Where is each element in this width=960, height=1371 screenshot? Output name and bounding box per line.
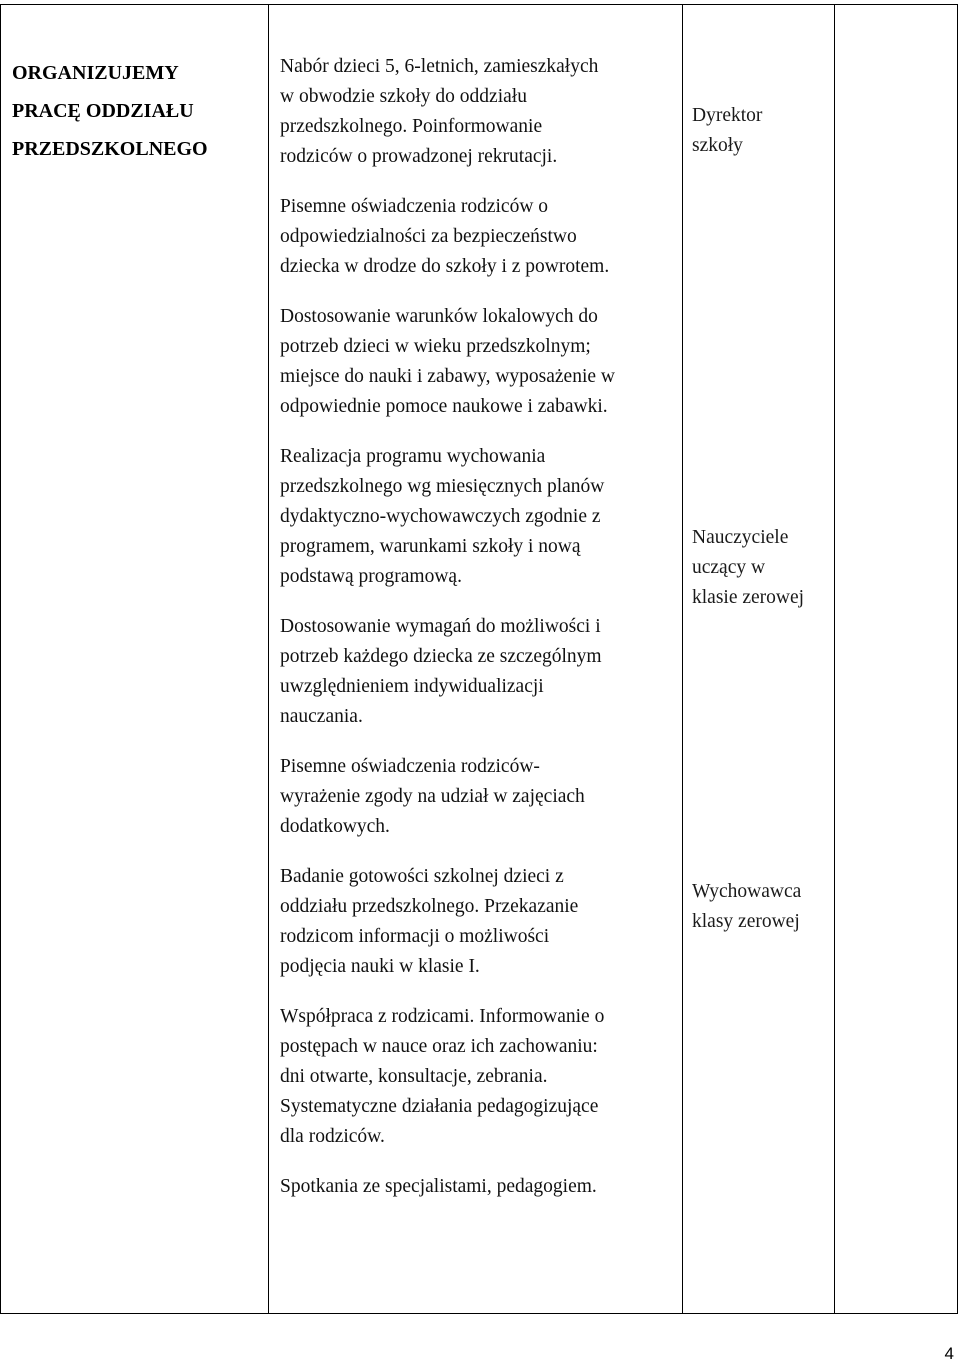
task-line: uwzględnieniem indywidualizacji <box>280 676 544 697</box>
task-line: Badanie gotowości szkolnej dzieci z <box>280 866 564 887</box>
page-number: 4 <box>944 1344 954 1363</box>
task-item <box>280 52 680 172</box>
task-item <box>280 442 680 592</box>
task-item <box>280 862 680 982</box>
task-item <box>280 752 680 842</box>
responsible-line: uczący w <box>692 557 766 578</box>
responsible-line: Wychowawca <box>692 881 802 902</box>
task-line: programem, warunkami szkoły i nową <box>280 536 581 557</box>
task-item <box>280 192 680 282</box>
responsible-line: szkoły <box>692 135 743 156</box>
task-list <box>280 52 680 1222</box>
task-line: przedszkolnego. Poinformowanie <box>280 116 543 137</box>
task-line: dla rodziców. <box>280 1126 385 1147</box>
responsible-class-teacher <box>692 877 832 937</box>
task-line: odpowiednie pomoce naukowe i zabawki. <box>280 396 608 417</box>
responsible-line: Dyrektor <box>692 105 763 126</box>
responsible-line: klasie zerowej <box>692 587 805 608</box>
task-line: Spotkania ze specjalistami, pedagogiem. <box>280 1176 597 1197</box>
task-line: Pisemne oświadczenia rodziców- <box>280 756 540 777</box>
task-line: w obwodzie szkoły do oddziału <box>280 86 527 107</box>
task-line: przedszkolnego wg miesięcznych planów <box>280 476 605 497</box>
task-item <box>280 612 680 732</box>
task-line: rodziców o prowadzonej rekrutacji. <box>280 146 558 167</box>
task-line: dydaktyczno-wychowawczych zgodnie z <box>280 506 601 527</box>
task-line: Pisemne oświadczenia rodziców o <box>280 196 549 217</box>
responsible-director <box>692 101 832 161</box>
task-line: podstawą programową. <box>280 566 462 587</box>
heading-line: ORGANIZUJEMY <box>12 62 179 84</box>
heading-line: PRZEDSZKOLNEGO <box>12 138 208 160</box>
responsible-line: klasy zerowej <box>692 911 800 932</box>
task-line: Dostosowanie wymagań do możliwości i <box>280 616 601 637</box>
task-line: potrzeb każdego dziecka ze szczególnym <box>280 646 602 667</box>
task-line: miejsce do nauki i zabawy, wyposażenie w <box>280 366 615 387</box>
task-item <box>280 1172 680 1202</box>
task-line: dziecka w drodze do szkoły i z powrotem. <box>280 256 610 277</box>
task-line: podjęcia nauki w klasie I. <box>280 956 480 977</box>
task-line: dni otwarte, konsultacje, zebrania. <box>280 1066 548 1087</box>
column-divider-1 <box>268 4 269 1314</box>
column-divider-2 <box>682 4 683 1314</box>
task-line: odpowiedzialności za bezpieczeństwo <box>280 226 577 247</box>
task-line: nauczania. <box>280 706 363 727</box>
task-line: postępach w nauce oraz ich zachowaniu: <box>280 1036 598 1057</box>
task-line: oddziału przedszkolnego. Przekazanie <box>280 896 579 917</box>
task-line: rodzicom informacji o możliwości <box>280 926 550 947</box>
task-line: Realizacja programu wychowania <box>280 446 546 467</box>
task-line: Współpraca z rodzicami. Informowanie o <box>280 1006 605 1027</box>
task-line: Systematyczne działania pedagogizujące <box>280 1096 599 1117</box>
task-line: Dostosowanie warunków lokalowych do <box>280 306 598 327</box>
task-item <box>280 1002 680 1152</box>
task-line: wyrażenie zgody na udział w zajęciach <box>280 786 585 807</box>
task-line: dodatkowych. <box>280 816 390 837</box>
task-line: Nabór dzieci 5, 6-letnich, zamieszkałych <box>280 56 599 77</box>
column-divider-3 <box>834 4 835 1314</box>
responsible-teachers <box>692 523 832 613</box>
section-heading <box>12 54 262 168</box>
responsible-line: Nauczyciele <box>692 527 789 548</box>
heading-line: PRACĘ ODDZIAŁU <box>12 100 194 122</box>
task-line: potrzeb dzieci w wieku przedszkolnym; <box>280 336 591 357</box>
task-item <box>280 302 680 422</box>
